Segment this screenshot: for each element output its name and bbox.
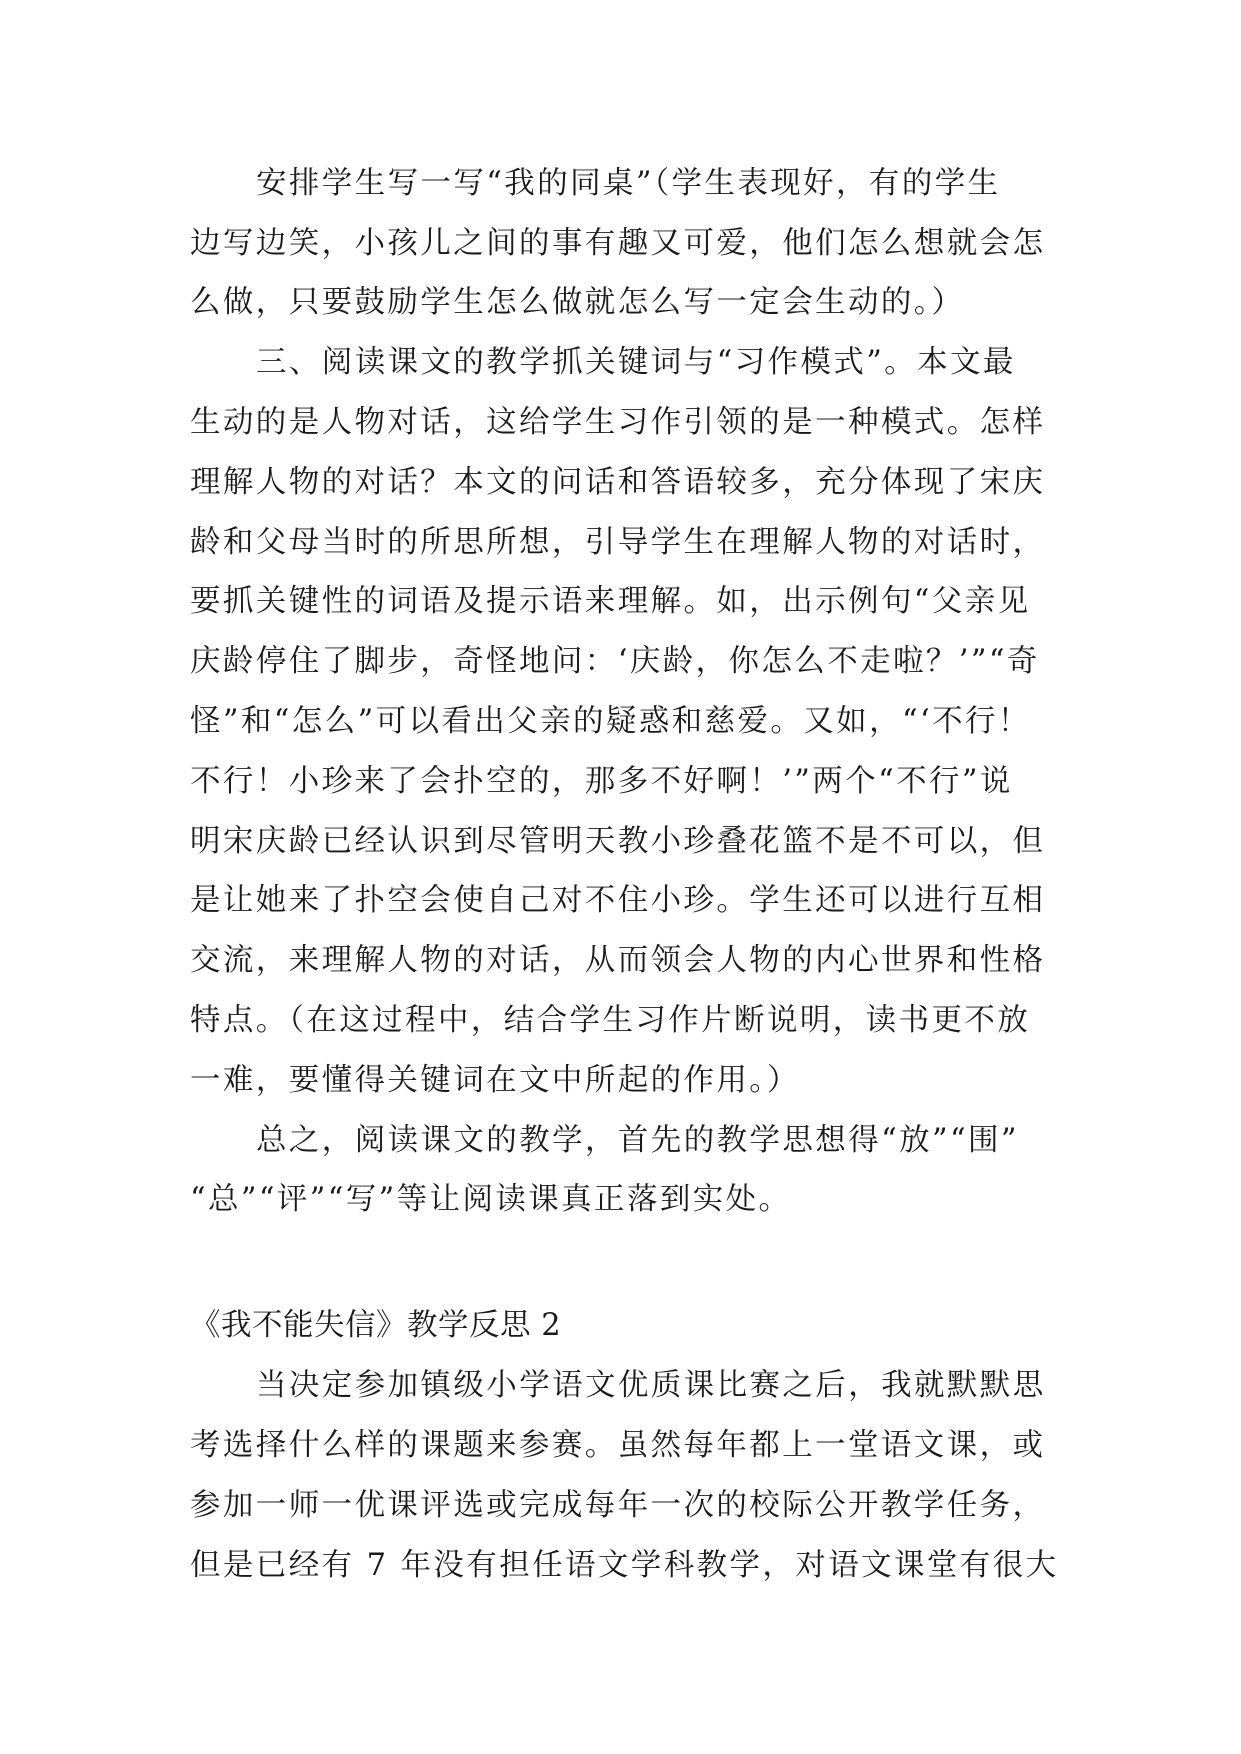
paragraph-line: 交流，来理解人物的对话，从而领会人物的内心世界和性格 (190, 943, 1046, 978)
paragraph-line: 当决定参加镇级小学语文优质课比赛之后，我就默默思 (256, 1368, 1046, 1403)
paragraph-line: 边写边笑，小孩儿之间的事有趣又可爱，他们怎么想就会怎 (190, 226, 1046, 261)
section-title: 《我不能失信》教学反思 2 (190, 1308, 562, 1343)
paragraph-line: 理解人物的对话？本文的问话和答语较多，充分体现了宋庆 (190, 465, 1046, 500)
paragraph-line: 参加一师一优课评选或完成每年一次的校际公开教学任务， (190, 1488, 1046, 1523)
paragraph-line: “总”“评”“写”等让阅读课真正落到实处。 (190, 1182, 792, 1217)
paragraph-line: 总之，阅读课文的教学，首先的教学思想得“放”“围” (256, 1123, 1019, 1158)
paragraph-line: 一难，要懂得关键词在文中所起的作用。） (190, 1063, 800, 1098)
paragraph-line: 但是已经有 7 年没有担任语文学科教学，对语文课堂有很大 (190, 1548, 1059, 1583)
paragraph-line: 生动的是人物对话，这给学生习作引领的是一种模式。怎样 (190, 405, 1046, 440)
paragraph-line: 是让她来了扑空会使自己对不住小珍。学生还可以进行互相 (190, 883, 1046, 918)
paragraph-line: 考选择什么样的课题来参赛。虽然每年都上一堂语文课，或 (190, 1428, 1046, 1463)
paragraph-line: 庆龄停住了脚步，奇怪地问：‘庆龄，你怎么不走啦？’”“奇 (190, 644, 1040, 679)
paragraph-line: 安排学生写一写“我的同桌”（学生表现好，有的学生 (256, 166, 1001, 201)
paragraph-line: 要抓关键性的词语及提示语来理解。如，出示例句“父亲见 (190, 584, 1031, 619)
paragraph-line: 不行！小珍来了会扑空的，那多不好啊！’”两个“不行”说 (190, 764, 1013, 799)
paragraph-line: 明宋庆龄已经认识到尽管明天教小珍叠花篮不是不可以，但 (190, 824, 1046, 859)
paragraph-line: 么做，只要鼓励学生怎么做就怎么写一定会生动的。） (190, 285, 965, 320)
paragraph-line: 三、阅读课文的教学抓关键词与“习作模式”。本文最 (256, 345, 1016, 380)
paragraph-line: 龄和父母当时的所思所想，引导学生在理解人物的对话时， (190, 525, 1046, 560)
paragraph-line: 怪”和“怎么”可以看出父亲的疑惑和慈爱。又如，“‘不行！ (190, 704, 1031, 739)
paragraph-line: 特点。（在这过程中，结合学生习作片断说明，读书更不放 (190, 1003, 1031, 1038)
